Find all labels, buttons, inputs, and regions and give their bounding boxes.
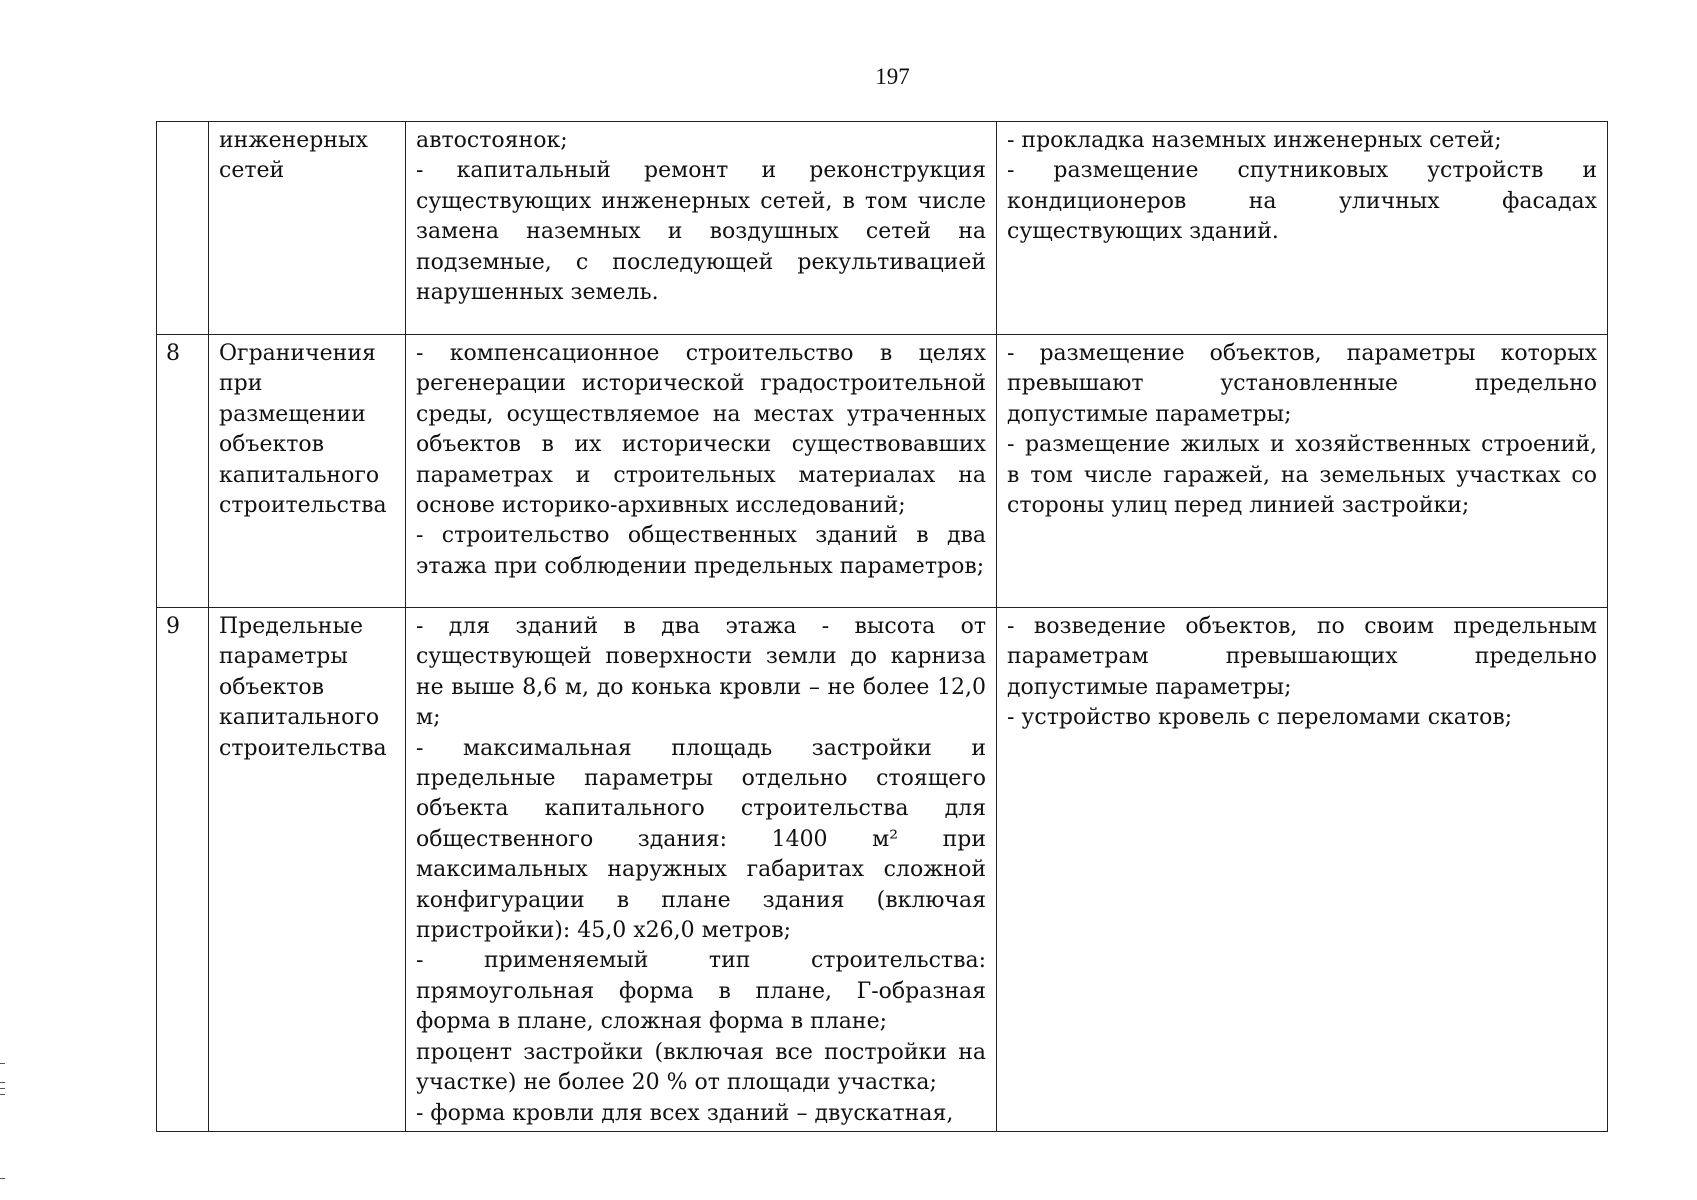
row-number: 9 (157, 608, 209, 1132)
parameter-name-line: капитального (219, 705, 380, 731)
allowed-cell (406, 122, 997, 335)
parameter-name-line: сетей (219, 158, 285, 184)
table-row (157, 335, 1608, 608)
parameter-name-cell (209, 335, 406, 608)
prohibited-cell (997, 122, 1608, 335)
prohibited-cell (997, 335, 1608, 608)
scan-margin-mark (0, 1088, 5, 1089)
parameter-name-line: размещении (219, 401, 366, 427)
prohibited-item: - размещение спутниковых устройств и кондиционеров на уличных фасадах существующих зданий. (1007, 158, 1597, 245)
parameter-name-line: капитального (219, 462, 380, 488)
scan-margin-mark (0, 1094, 5, 1095)
scan-margin-mark (0, 1063, 5, 1064)
parameter-name-line: строительства (219, 735, 387, 761)
row-number (157, 122, 209, 335)
allowed-item: - для зданий в два этажа - высота от существующей поверхности земли до карниза не выше 8,6 м, до конька кровли – не более 12,0 м; (416, 614, 986, 731)
page-number: 197 (875, 64, 910, 89)
parameter-name-line: параметры (219, 644, 348, 670)
allowed-item: процент застройки (включая все постройки на участке) не более 20 % от площади участка; (416, 1039, 986, 1096)
regulations-table (156, 121, 1608, 1132)
prohibited-item: - размещение объектов, параметры которых превышают установленные предельно допустимые параметры; (1007, 341, 1597, 427)
allowed-item: автостоянок; (416, 128, 568, 153)
prohibited-item: - размещение жилых и хозяйственных строений, в том числе гаражей, на земельных участках со стороны улиц перед линией застройки; (1007, 432, 1597, 519)
table-row (157, 608, 1608, 1132)
parameter-name-line: объектов (219, 674, 325, 700)
parameter-name-line: инженерных (219, 128, 368, 153)
allowed-cell (406, 608, 997, 1132)
parameter-name-line: Ограничения (219, 341, 376, 366)
scan-margin-mark (0, 1178, 5, 1179)
allowed-item: - компенсационное строительство в целях регенерации исторической градостроительной среды, осуществляемое на местах утраченных объектов в их исторически существовавших параметрах и строительных материалах на основе историко-архивных исследований; (416, 341, 986, 519)
allowed-item: - капитальный ремонт и реконструкция существующих инженерных сетей, в том числе замена наземных и воздушных сетей на подземные, с последующей рекультивацией нарушенных земель. (416, 158, 986, 306)
parameter-name-line: строительства (219, 493, 387, 519)
table-row (157, 122, 1608, 335)
allowed-item: - форма кровли для всех зданий – двускатная, (416, 1100, 954, 1126)
parameter-name-line: Предельные (219, 614, 363, 639)
allowed-item: - максимальная площадь застройки и предельные параметры отдельно стоящего объекта капитального строительства для общественного здания: 1400 м² при максимальных наружных габаритах сложной конфигурации в плане здания (включая пристройки): 45,0 x26,0 метров; (416, 735, 986, 944)
parameter-name-cell (209, 608, 406, 1132)
prohibited-item: - устройство кровель с переломами скатов; (1007, 705, 1513, 731)
allowed-cell (406, 335, 997, 608)
allowed-item: - строительство общественных зданий в два этажа при соблюдении предельных параметров; (416, 523, 986, 579)
row-number: 8 (157, 335, 209, 608)
prohibited-cell (997, 608, 1608, 1132)
parameter-name-cell (209, 122, 406, 335)
parameter-name-line: при (219, 371, 263, 397)
allowed-item: - применяемый тип строительства: прямоугольная форма в плане, Г-образная форма в плане, сложная форма в плане; (416, 948, 986, 1035)
prohibited-item: - возведение объектов, по своим предельным параметрам превышающих предельно допустимые параметры; (1007, 614, 1597, 700)
scan-margin-mark (0, 1082, 5, 1083)
prohibited-item: - прокладка наземных инженерных сетей; (1007, 128, 1502, 153)
parameter-name-line: объектов (219, 432, 325, 458)
